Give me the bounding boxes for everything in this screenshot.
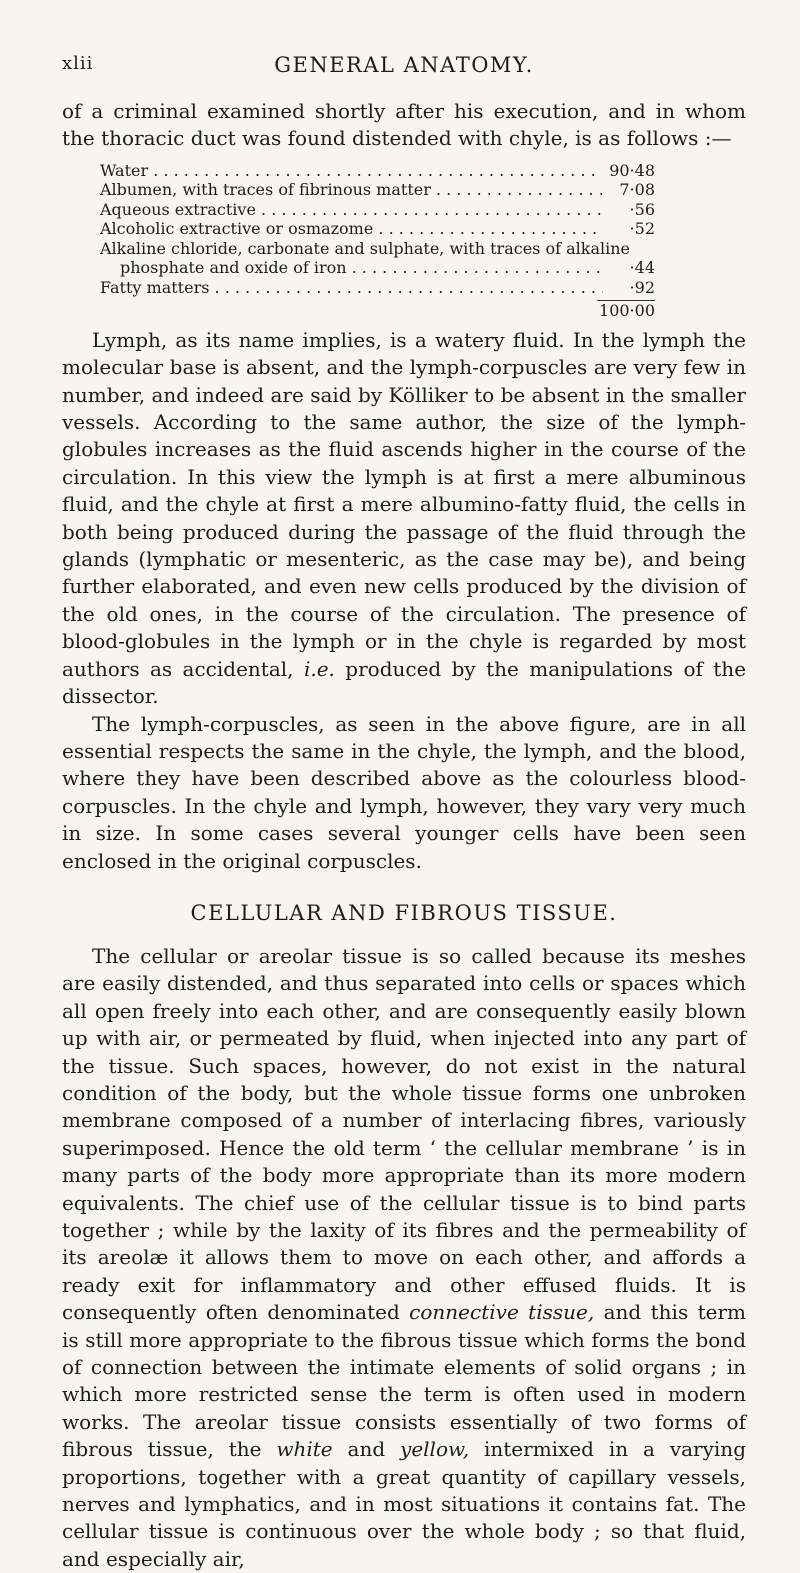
lymph-paragraph: [62, 327, 746, 711]
cellular-paragraph: [62, 943, 746, 1573]
analysis-label: Aqueous extractive . . .: [100, 200, 603, 220]
analysis-label: phosphate and oxide of iron . . .: [100, 258, 603, 278]
section-heading: CELLULAR AND FIBROUS TISSUE.: [190, 900, 618, 925]
lymph-text: Lymph, as its name implies, is a watery fluid. In the lymph the molecular base is absent, and the lymph-corpuscles are very few in number, and indeed are said by Kölliker to be absent in the smaller vessels. According to the same author, the size of the lymph-globules increases as the fluid ascends higher in the course of the circulation. In this view the lymph is at first a mere albuminous fluid, and the chyle at first a mere albumino-fatty fluid, the cells in both being produced during the passage of the fluid through the glands (lymphatic or mesenteric, as the case may be), and being further elaborated, and even new cells produced by the division of the old ones, in the course of the circulation. The presence of blood-globules in the lymph or in the chyle is regarded by most authors as accidental,: [62, 327, 746, 681]
running-title: GENERAL ANATOMY.: [274, 53, 534, 77]
analysis-value: 7·08: [619, 180, 655, 200]
analysis-total: 100·00: [599, 301, 655, 321]
analysis-value: 90·48: [609, 160, 655, 180]
running-head: [62, 53, 746, 79]
analysis-row-alcoholic: [100, 219, 655, 239]
analysis-label: Fatty matters . . .: [100, 278, 603, 298]
and-word: and: [347, 1437, 386, 1462]
analysis-value: ·52: [629, 219, 655, 239]
analysis-label: Albumen, with traces of fibrinous matter . . .: [100, 180, 603, 200]
cellular-text-1: The cellular or areolar tissue is so called because its meshes are easily distended, and thus separated into cells or spaces which all open freely into each other, and are consequently easily blown up with air, or permeated by fluid, when injected into any part of the tissue. Such spaces, however, do not exist in the natural condition of the body, but the whole tissue forms one unbroken membrane composed of a number of interlacing fibres, variously superimposed. Hence the old term ‘ the cellular membrane ’ is in many parts of the body more appropriate than its more modern equivalents. The chief use of the cellular tissue is to bind parts together ; while by the laxity of its fibres and the permeability of its areolæ it allows them to move on each other, and affords a ready exit for inflammatory and other effused fluids. It is consequently often denominated: [62, 943, 746, 1325]
analysis-row-aqueous: [100, 200, 655, 220]
analysis-value: ·44: [629, 258, 655, 278]
analysis-value: ·56: [629, 199, 655, 219]
ie-italic: i.e.: [303, 656, 335, 681]
analysis-value: ·92: [629, 277, 655, 297]
analysis-label: Water . . .: [100, 161, 603, 181]
cellular-text-3: intermixed in a varying proportions, together with a great quantity of capillary vessels, nerves and lymphatics, and in most situations it contains fat. The cellular tissue is continuous over the whole body ; so that fluid, and especially air,: [62, 1437, 746, 1571]
intro-paragraph: of a criminal examined shortly after his execution, and in whom the thoracic duct was found distended with chyle, is as follows :—: [62, 99, 746, 151]
lymph-text-end: produced by the manipulations of the dissector.: [62, 656, 747, 709]
yellow-italic: yellow,: [400, 1437, 470, 1462]
page-body: [62, 98, 746, 1573]
white-italic: white: [276, 1437, 333, 1462]
analysis-row-fatty: [100, 278, 655, 298]
page-number: xlii: [62, 53, 94, 74]
analysis-label: Alcoholic extractive or osmazome . . .: [100, 219, 603, 239]
analysis-row-water: [100, 161, 655, 181]
corpuscles-paragraph: The lymph-corpuscles, as seen in the above figure, are in all essential respects the same in the chyle, the lymph, and the blood, where they have been described above as the colourless blood-corpuscles. In the chyle and lymph, however, they vary very much in size. In some cases several younger cells have been seen enclosed in the original corpuscles.: [62, 711, 746, 873]
chyle-analysis-table: [100, 161, 655, 321]
cellular-text-2: and this term is still more appropriate to the fibrous tissue which forms the bond of connection between the intimate elements of solid organs ; in which more restricted sense the term is often used in modern works. The areolar tissue consists essentially of two forms of fibrous tissue, the: [62, 1300, 747, 1462]
analysis-row-alkaline: [100, 239, 655, 259]
analysis-row-albumen: [100, 180, 655, 200]
analysis-label: Alkaline chloride, carbonate and sulphate, with traces of alkaline: [100, 238, 630, 258]
connective-tissue-italic: connective tissue,: [409, 1300, 595, 1325]
analysis-row-alkaline-cont: [100, 258, 655, 278]
